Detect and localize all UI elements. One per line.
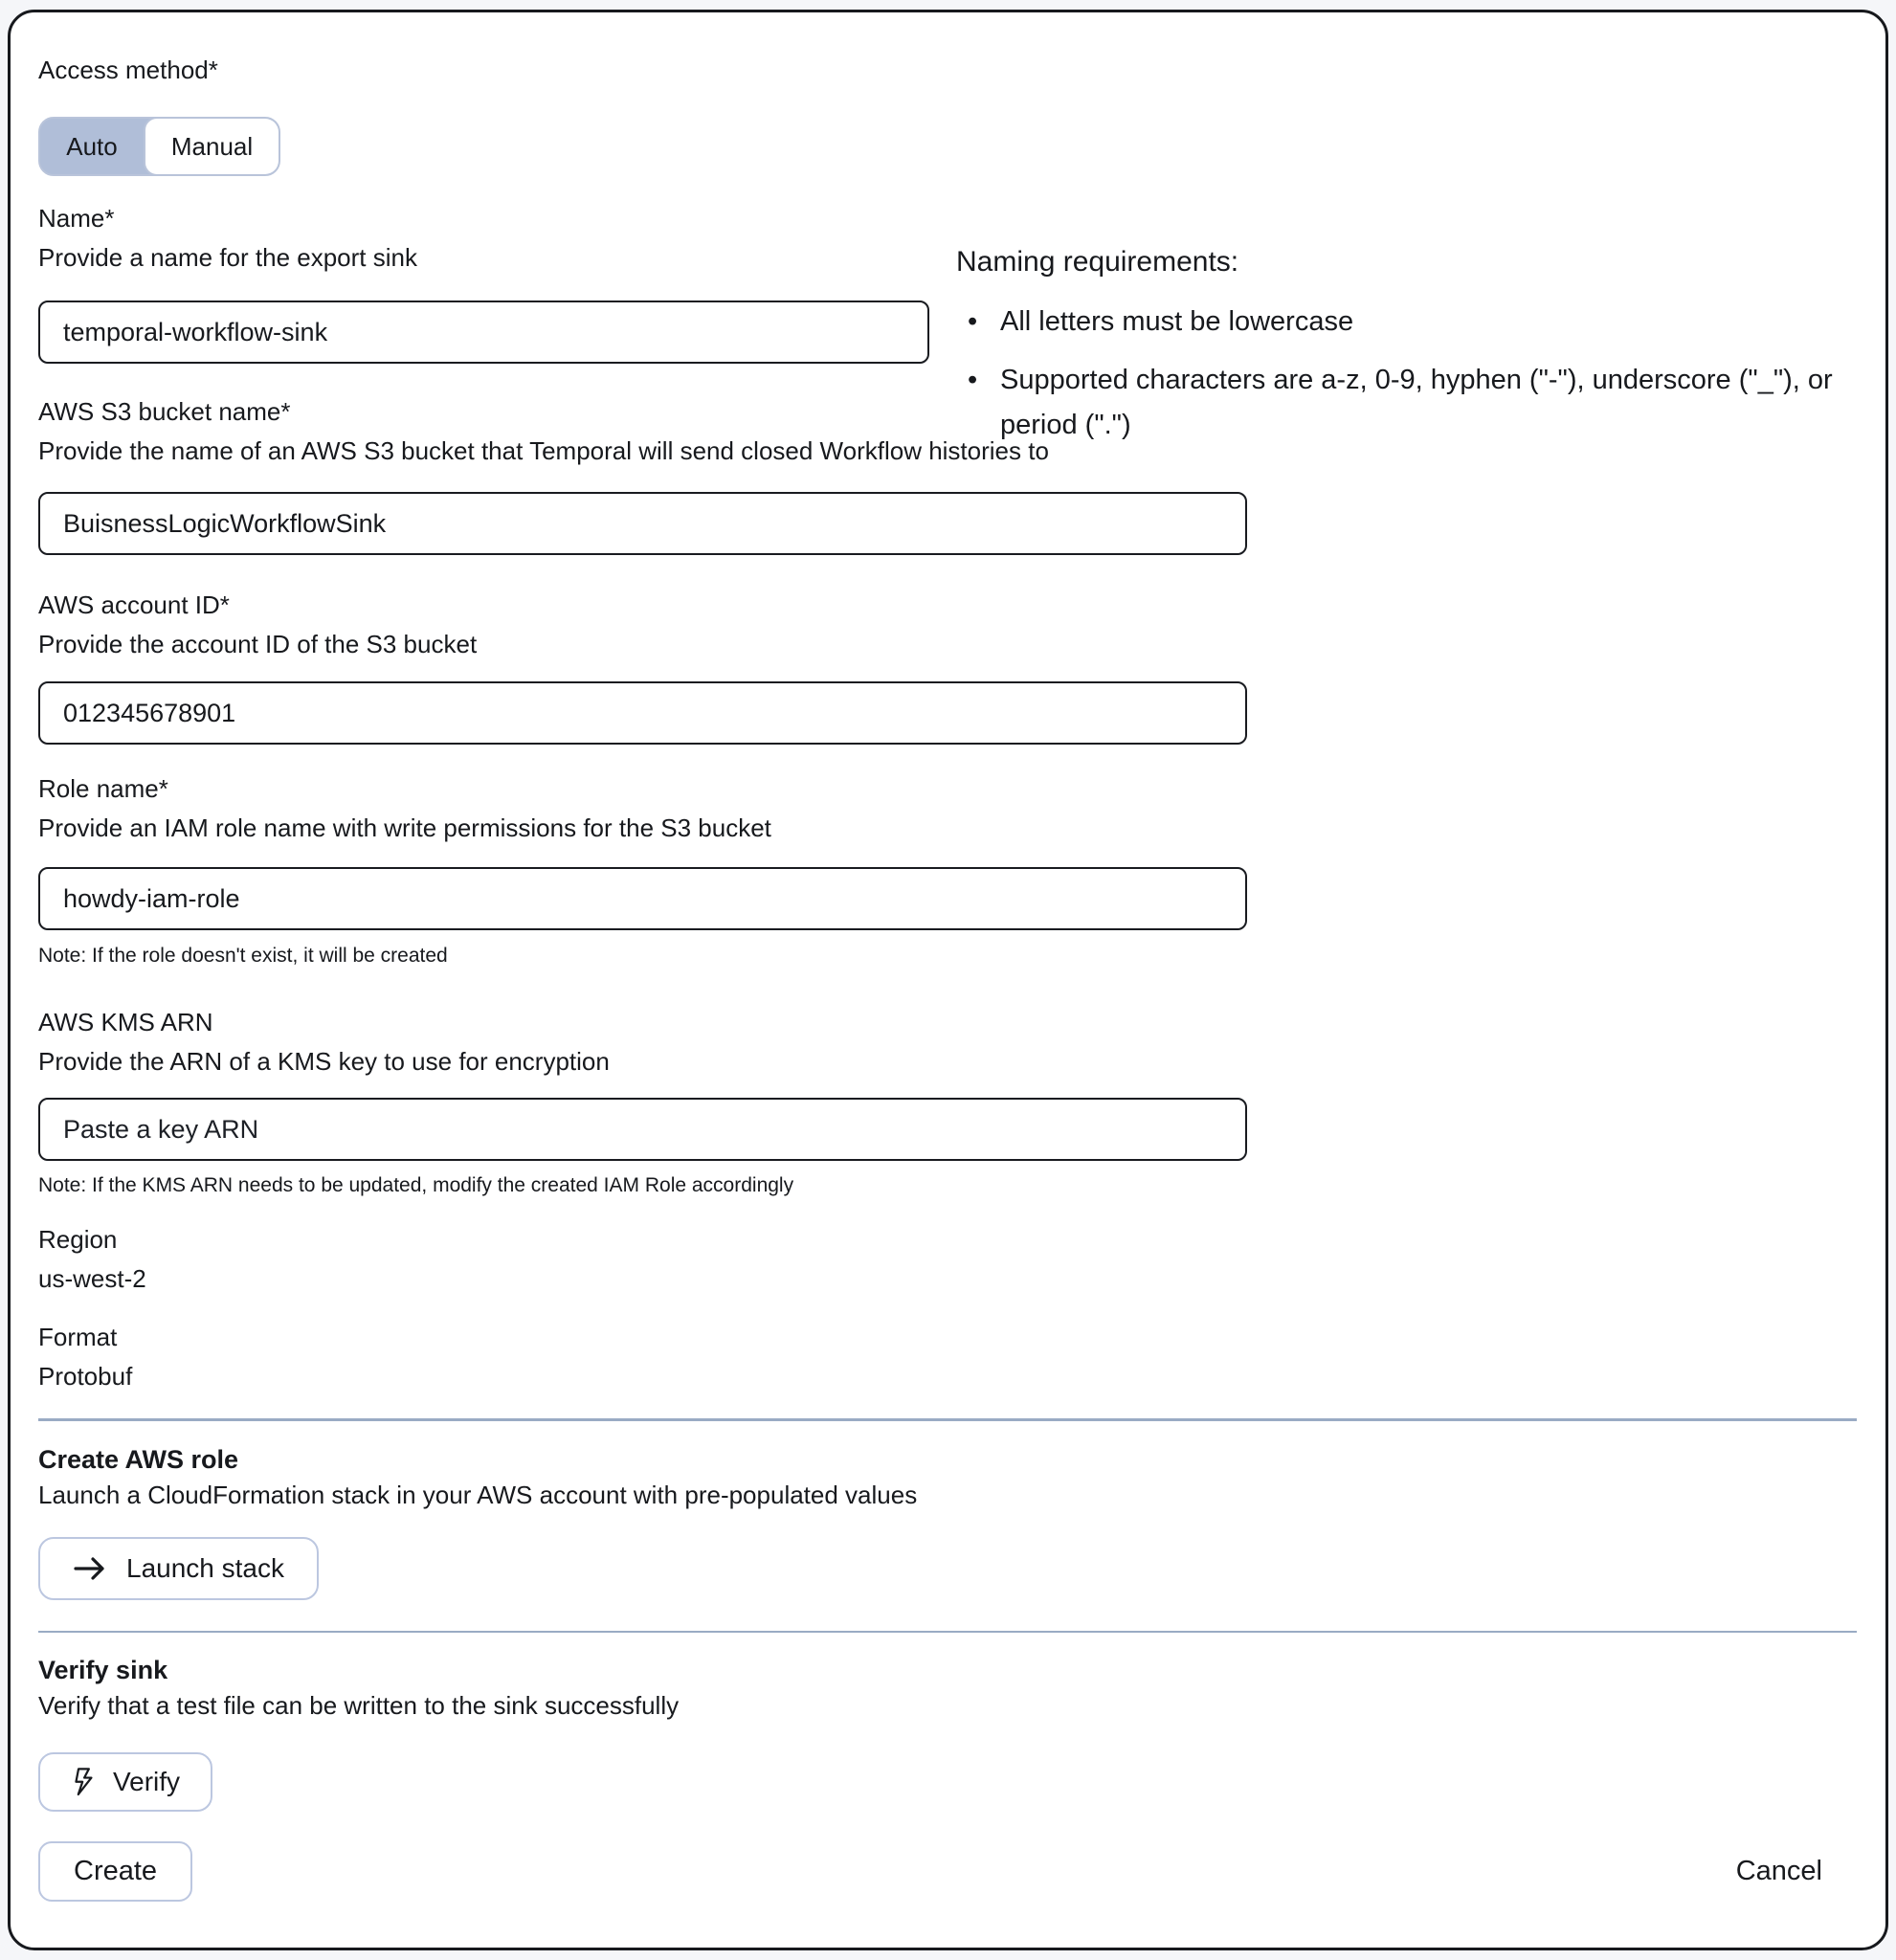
verify-button[interactable] [38,1752,212,1812]
account-id-label: AWS account ID* [38,590,230,619]
naming-requirements-title: Naming requirements: [956,246,1239,278]
bucket-label: AWS S3 bucket name* [38,397,291,426]
name-label: Name* [38,204,115,233]
bucket-description: Provide the name of an AWS S3 bucket that Temporal will send closed Workflow histories to [38,436,1049,465]
role-name-input[interactable] [38,867,1247,930]
kms-arn-label: AWS KMS ARN [38,1008,213,1036]
cancel-button[interactable]: Cancel [1735,1856,1822,1886]
access-method-label: Access method* [38,56,218,84]
access-method-option-auto[interactable]: Auto [40,119,144,174]
region-label: Region [38,1225,118,1254]
kms-arn-description: Provide the ARN of a KMS key to use for encryption [38,1047,610,1076]
verify-label: Verify [113,1767,181,1796]
name-input[interactable] [38,301,929,364]
format-value: Protobuf [38,1362,133,1391]
naming-requirements-list [956,300,1877,448]
export-sink-form [8,10,1888,1950]
arrow-right-icon [73,1556,107,1581]
access-method-option-manual[interactable]: Manual [144,117,280,176]
account-id-description: Provide the account ID of the S3 bucket [38,630,478,658]
account-id-input[interactable] [38,681,1247,745]
divider [38,1418,1857,1421]
divider [38,1631,1857,1634]
kms-arn-input[interactable] [38,1098,1247,1161]
lightning-icon [71,1767,96,1797]
naming-requirements [956,240,1877,448]
create-label: Create [74,1856,158,1886]
role-name-note: Note: If the role doesn't exist, it will be created [38,945,448,967]
role-name-description: Provide an IAM role name with write permissions for the S3 bucket [38,813,771,842]
format-label: Format [38,1323,118,1351]
bucket-input[interactable] [38,492,1247,555]
verify-sink-title: Verify sink [38,1656,168,1684]
naming-requirement-item: • Supported characters are a-z, 0-9, hyphen ("-"), underscore ("_"), or period (".") [956,358,1877,448]
create-aws-role-title: Create AWS role [38,1444,239,1474]
name-description: Provide a name for the export sink [38,243,417,272]
kms-arn-note: Note: If the KMS ARN needs to be updated, modify the created IAM Role accordingly [38,1174,794,1196]
role-name-label: Role name* [38,774,168,803]
verify-sink-description: Verify that a test file can be written to the sink successfully [38,1691,680,1720]
access-method-toggle [38,117,280,176]
region-value: us-west-2 [38,1264,146,1293]
launch-stack-button[interactable] [38,1537,319,1600]
naming-requirement-item: • All letters must be lowercase [956,300,1877,345]
create-button[interactable] [38,1841,192,1902]
launch-stack-label: Launch stack [126,1552,284,1583]
create-aws-role-description: Launch a CloudFormation stack in your AWS account with pre-populated values [38,1480,918,1509]
